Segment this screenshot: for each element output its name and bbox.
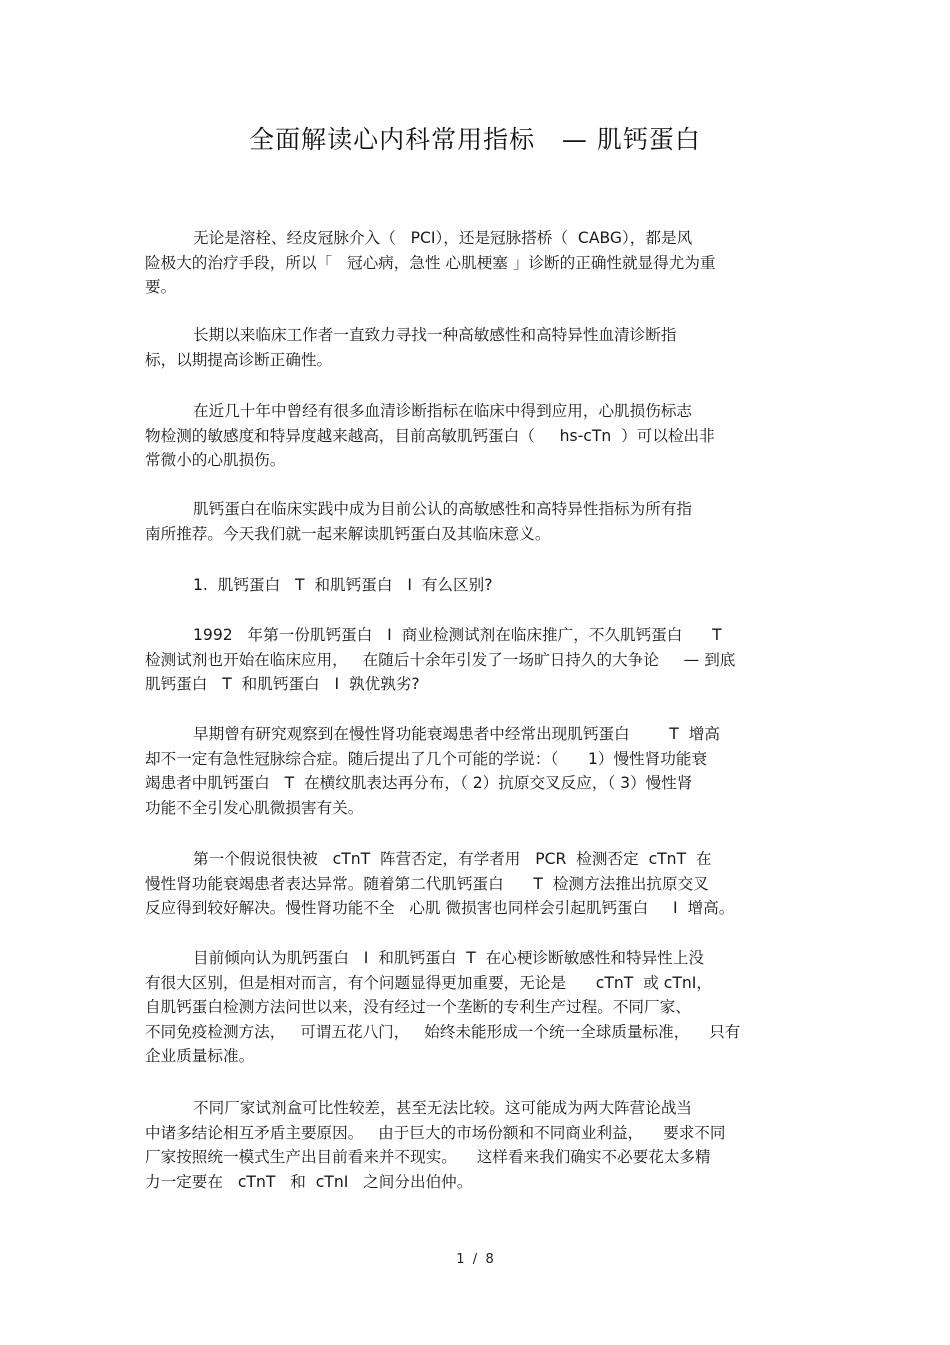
text-line: 肌钙蛋白 T 和肌钙蛋白 I 孰优孰劣? [145, 675, 420, 694]
text-line: 无论是溶栓、经皮冠脉介入（ PCI），还是冠脉搭桥（ CABG），都是风 [193, 229, 693, 247]
text-line: 南所推荐。今天我们就一起来解读肌钙蛋白及其临床意义。 [145, 524, 551, 543]
paragraph-6 [145, 722, 815, 820]
text-line: 检测试剂也开始在临床应用， 在随后十余年引发了一场旷日持久的大争论 — 到底 [145, 650, 736, 669]
text-line: 竭患者中肌钙蛋白 T 在横纹肌表达再分布，（ 2）抗原交叉反应，（ 3）慢性肾 [145, 774, 693, 793]
paragraph-1 [145, 226, 815, 300]
text-line: 功能不全引发心肌微损害有关。 [145, 798, 364, 817]
text-line: 不同厂家试剂盒可比性较差，甚至无法比较。这可能成为两大阵营论战当 [193, 1099, 693, 1117]
text-line: 慢性肾功能衰竭患者表达异常。随着第二代肌钙蛋白 T 检测方法推出抗原交叉 [145, 874, 709, 893]
text-line: 物检测的敏感度和特异度越来越高，目前高敏肌钙蛋白（ hs-cTn ）可以检出非 [145, 426, 715, 445]
text-line: 险极大的治疗手段，所以「 冠心病，急性 心肌梗塞 」诊断的正确性就显得尤为重 [145, 253, 716, 272]
text-line: 却不一定有急性冠脉综合症。随后提出了几个可能的学说：（ 1）慢性肾功能衰 [145, 749, 708, 768]
text-line: 常微小的心肌损伤。 [145, 451, 286, 470]
text-line: 标，以期提高诊断正确性。 [145, 350, 333, 369]
text-line: 反应得到较好解决。慢性肾功能不全 心肌 微损害也同样会引起肌钙蛋白 I 增高。 [145, 899, 735, 918]
text-line: 力一定要在 cTnT 和 cTnI 之间分出伯仲。 [145, 1172, 473, 1191]
text-line: 在近几十年中曾经有很多血清诊断指标在临床中得到应用，心肌损伤标志 [193, 402, 693, 420]
text-line: 自肌钙蛋白检测方法问世以来，没有经过一个垄断的专利生产过程。不同厂家、 [145, 998, 691, 1017]
text-line: 有很大区别，但是相对而言，有个问题显得更加重要，无论是 cTnT 或 cTnI， [145, 973, 712, 992]
section-heading [145, 573, 815, 598]
paragraph-9 [145, 1096, 815, 1194]
page-indicator: 1 / 8 [456, 1252, 494, 1267]
paragraph-4 [145, 497, 815, 546]
document-title: 全面解读心内科常用指标 — 肌钙蛋白 [249, 125, 701, 154]
text-line: 第一个假说很快被 cTnT 阵营否定，有学者用 PCR 检测否定 cTnT 在 [193, 850, 712, 868]
text-line: 要。 [145, 278, 177, 297]
paragraph-8 [145, 946, 815, 1069]
paragraph-5 [145, 623, 815, 697]
paragraph-7 [145, 847, 815, 921]
text-line: 早期曾有研究观察到在慢性肾功能衰竭患者中经常出现肌钙蛋白 T 增高 [193, 725, 720, 743]
text-line: 中诸多结论相互矛盾主要原因。 由于巨大的市场份额和不同商业利益， 要求不同 [145, 1123, 726, 1142]
text-line: 肌钙蛋白在临床实践中成为目前公认的高敏感性和高特异性指标为所有指 [193, 500, 693, 518]
paragraph-2 [145, 323, 815, 372]
text-line: 厂家按照统一模式生产出目前看来并不现实。 这样看来我们确实不必要花太多精 [145, 1148, 711, 1167]
text-line: 1992 年第一份肌钙蛋白 I 商业检测试剂在临床推广，不久肌钙蛋白 T [193, 626, 722, 644]
text-line: 目前倾向认为肌钙蛋白 I 和肌钙蛋白 T 在心梗诊断敏感性和特异性上没 [193, 949, 704, 967]
text-line: 不同免疫检测方法， 可谓五花八门， 始终未能形成一个统一全球质量标准， 只有 [145, 1022, 741, 1041]
text-line: 长期以来临床工作者一直致力寻找一种高敏感性和高特异性血清诊断指 [193, 326, 677, 344]
text-line: 1. 肌钙蛋白 T 和肌钙蛋白 I 有么区别? [193, 576, 493, 594]
paragraph-3 [145, 399, 815, 473]
text-line: 企业质量标准。 [145, 1047, 255, 1066]
